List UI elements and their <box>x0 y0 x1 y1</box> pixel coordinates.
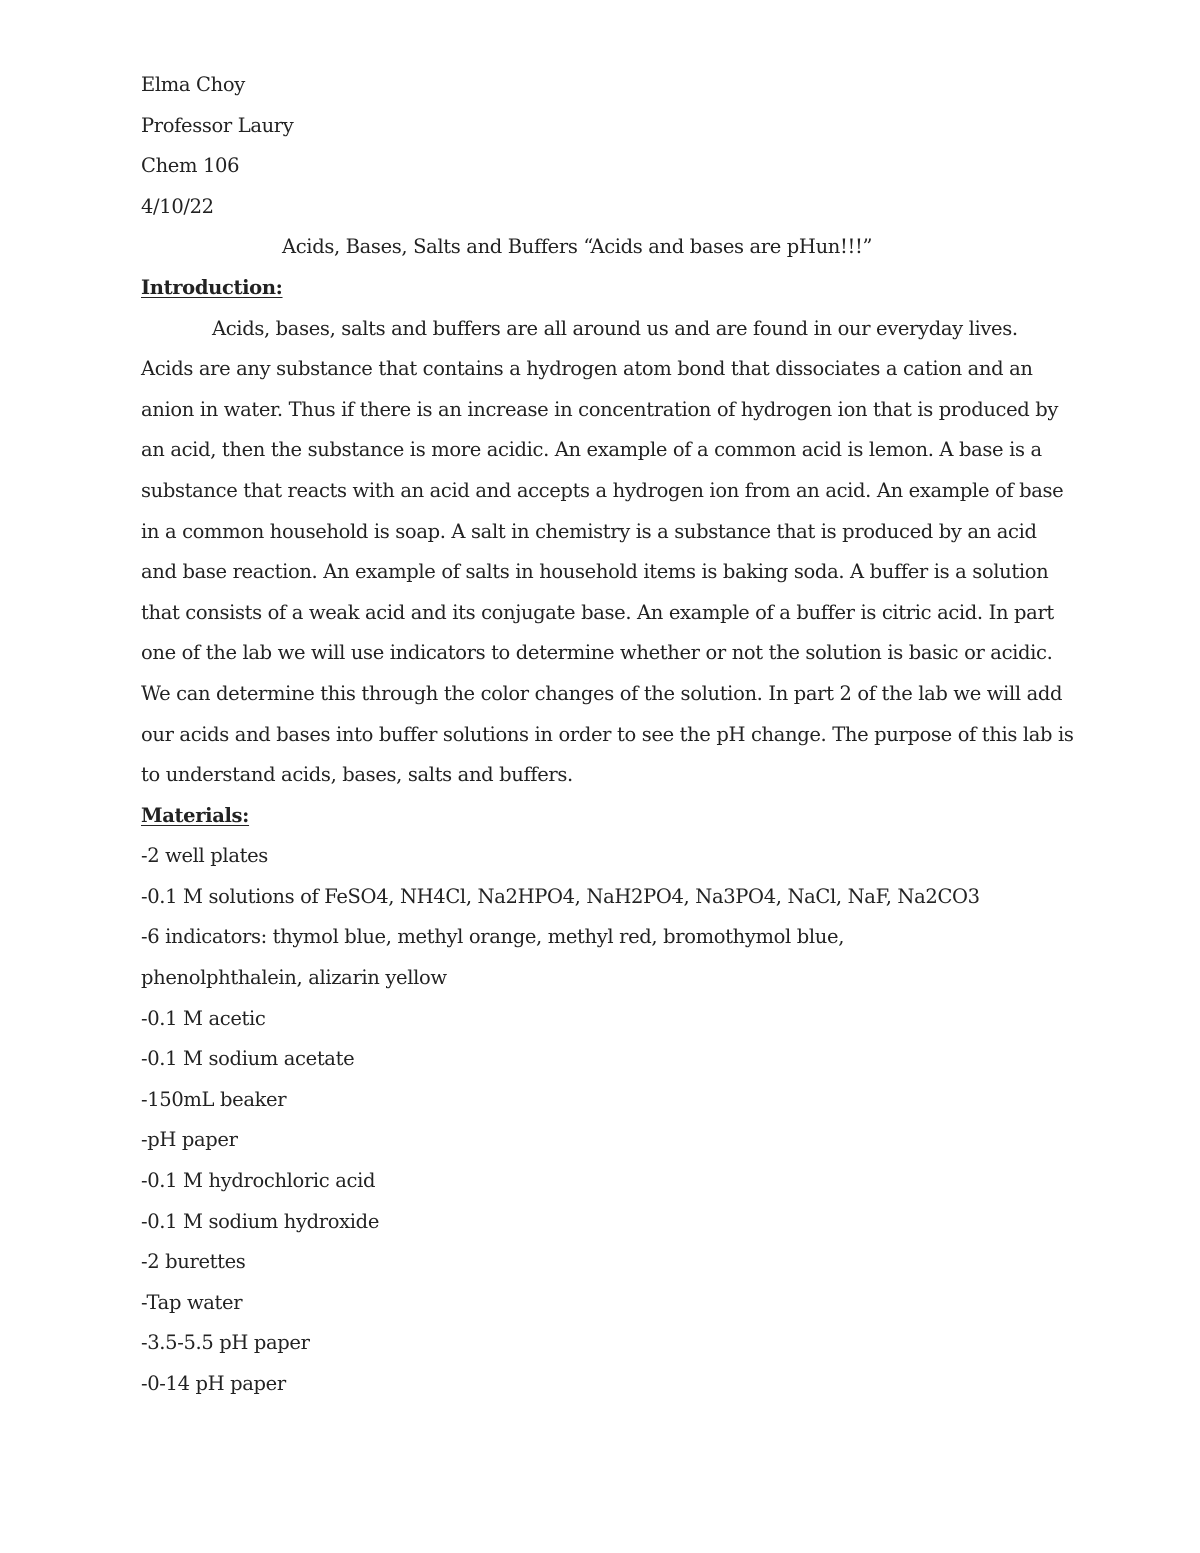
list-item: -2 well plates <box>141 844 268 868</box>
list-item: -0.1 M sodium acetate <box>141 1047 355 1071</box>
list-item: -6 indicators: thymol blue, methyl orange, methyl red, bromothymol blue, <box>141 925 845 949</box>
paragraph-line: substance that reacts with an acid and accepts a hydrogen ion from an acid. An example of base <box>141 478 1064 502</box>
materials-list <box>141 836 1061 1404</box>
author-name: Elma Choy <box>141 73 245 96</box>
introduction-heading: Introduction: <box>141 275 283 299</box>
list-item: -Tap water <box>141 1290 243 1314</box>
paragraph-line: our acids and bases into buffer solutions in order to see the pH change. The purpose of this lab is <box>141 722 1074 746</box>
list-item: phenolphthalein, alizarin yellow <box>141 966 447 990</box>
list-item: -3.5-5.5 pH paper <box>141 1331 310 1355</box>
introduction-paragraph <box>141 309 1074 796</box>
paragraph-line: to understand acids, bases, salts and buffers. <box>141 763 573 787</box>
list-item: -0.1 M hydrochloric acid <box>141 1169 376 1193</box>
document-title: Acids, Bases, Salts and Buffers “Acids and bases are pHun!!!” <box>282 235 873 259</box>
course-name: Chem 106 <box>141 154 240 178</box>
paragraph-line: anion in water. Thus if there is an increase in concentration of hydrogen ion that is produced by <box>141 397 1059 421</box>
paragraph-line: one of the lab we will use indicators to determine whether or not the solution is basic or acidic. <box>141 641 1053 665</box>
document-page <box>141 65 1074 1405</box>
list-item: -0.1 M solutions of FeSO4, NH4Cl, Na2HPO4, NaH2PO4, Na3PO4, NaCl, NaF, Na2CO3 <box>141 884 980 908</box>
list-item: -pH paper <box>141 1128 238 1152</box>
paragraph-line: and base reaction. An example of salts in household items is baking soda. A buffer is a solution <box>141 560 1049 584</box>
paragraph-line: Acids are any substance that contains a hydrogen atom bond that dissociates a cation and an <box>141 357 1033 381</box>
paragraph-line: that consists of a weak acid and its conjugate base. An example of a buffer is citric acid. In part <box>141 600 1054 624</box>
list-item: -150mL beaker <box>141 1087 287 1111</box>
list-item: -0.1 M acetic <box>141 1006 266 1030</box>
paragraph-line: We can determine this through the color changes of the solution. In part 2 of the lab we will add <box>141 681 1063 705</box>
list-item: -0.1 M sodium hydroxide <box>141 1209 380 1233</box>
paragraph-line: an acid, then the substance is more acidic. An example of a common acid is lemon. A base is a <box>141 438 1042 462</box>
list-item: -0-14 pH paper <box>141 1372 286 1395</box>
list-item: -2 burettes <box>141 1250 246 1274</box>
paragraph-line: Acids, bases, salts and buffers are all around us and are found in our everyday lives. <box>212 316 1018 340</box>
document-date: 4/10/22 <box>141 194 214 218</box>
paragraph-line: in a common household is soap. A salt in chemistry is a substance that is produced by an acid <box>141 519 1037 543</box>
professor-name: Professor Laury <box>141 113 294 137</box>
materials-heading: Materials: <box>141 803 250 827</box>
